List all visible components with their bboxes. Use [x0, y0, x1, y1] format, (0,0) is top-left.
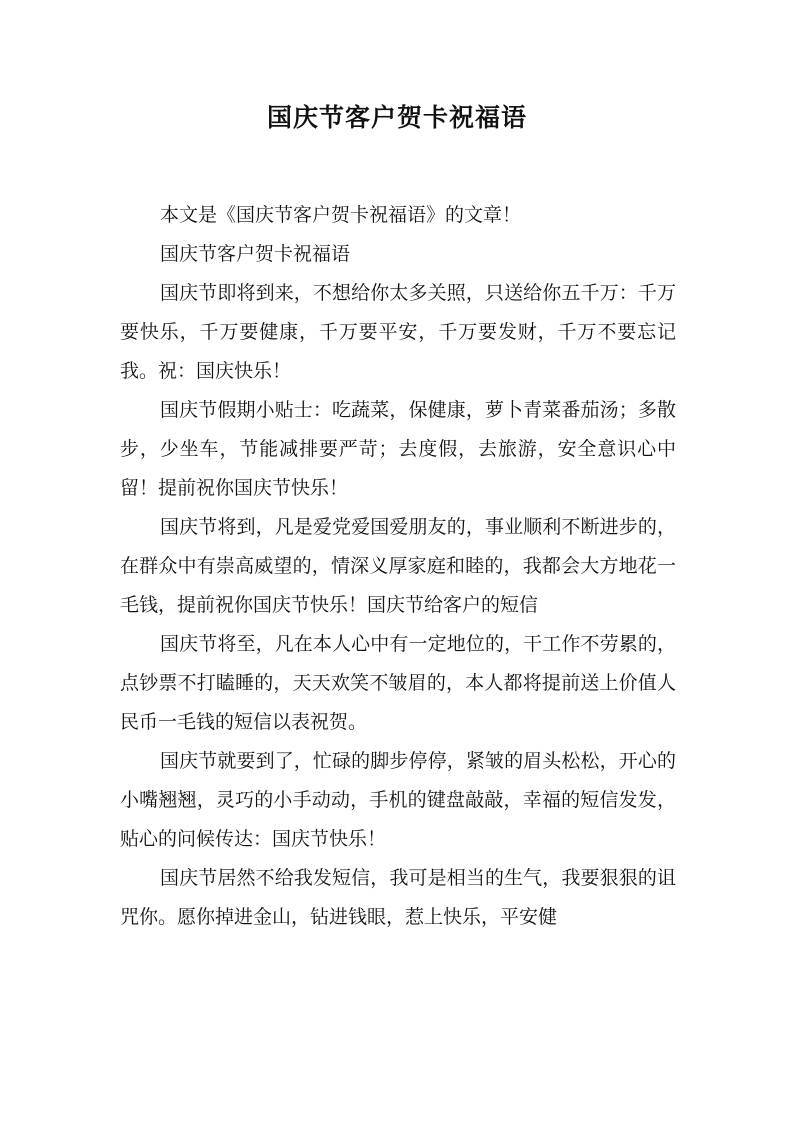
paragraph: 国庆节将到，凡是爱党爱国爱朋友的，事业顺利不断进步的，在群众中有崇高威望的，情深义厚家庭和睦的，我都会大方地花一毛钱，提前祝你国庆节快乐！国庆节给客户的短信: [120, 516, 676, 616]
document-title: 国庆节客户贺卡祝福语: [266, 103, 527, 132]
paragraph: 国庆节假期小贴士：吃蔬菜，保健康，萝卜青菜番茄汤；多散步，少坐车，节能减排要严苛；去度假，去旅游，安全意识心中留！提前祝你国庆节快乐！: [120, 399, 676, 499]
document-body: [120, 196, 676, 937]
paragraph: 国庆节将至，凡在本人心中有一定地位的，干工作不劳累的，点钞票不打瞌睡的，天天欢笑不皱眉的，本人都将提前送上价值人民币一毛钱的短信以表祝贺。: [120, 633, 676, 733]
paragraph-subtitle: 国庆节客户贺卡祝福语: [160, 243, 351, 265]
paragraph: 国庆节居然不给我发短信，我可是相当的生气，我要狠狠的诅咒你。愿你掉进金山，钻进钱眼，惹上快乐，平安健: [120, 867, 676, 928]
paragraph: 国庆节即将到来，不想给你太多关照，只送给你五千万：千万要快乐，千万要健康，千万要平安，千万要发财，千万不要忘记我。祝：国庆快乐！: [120, 282, 676, 382]
paragraph: 国庆节就要到了，忙碌的脚步停停，紧皱的眉头松松，开心的小嘴翘翘，灵巧的小手动动，手机的键盘敲敲，幸福的短信发发，贴心的问候传达：国庆节快乐！: [120, 750, 676, 850]
paragraph-intro: 本文是《国庆节客户贺卡祝福语》的文章！: [160, 204, 522, 226]
